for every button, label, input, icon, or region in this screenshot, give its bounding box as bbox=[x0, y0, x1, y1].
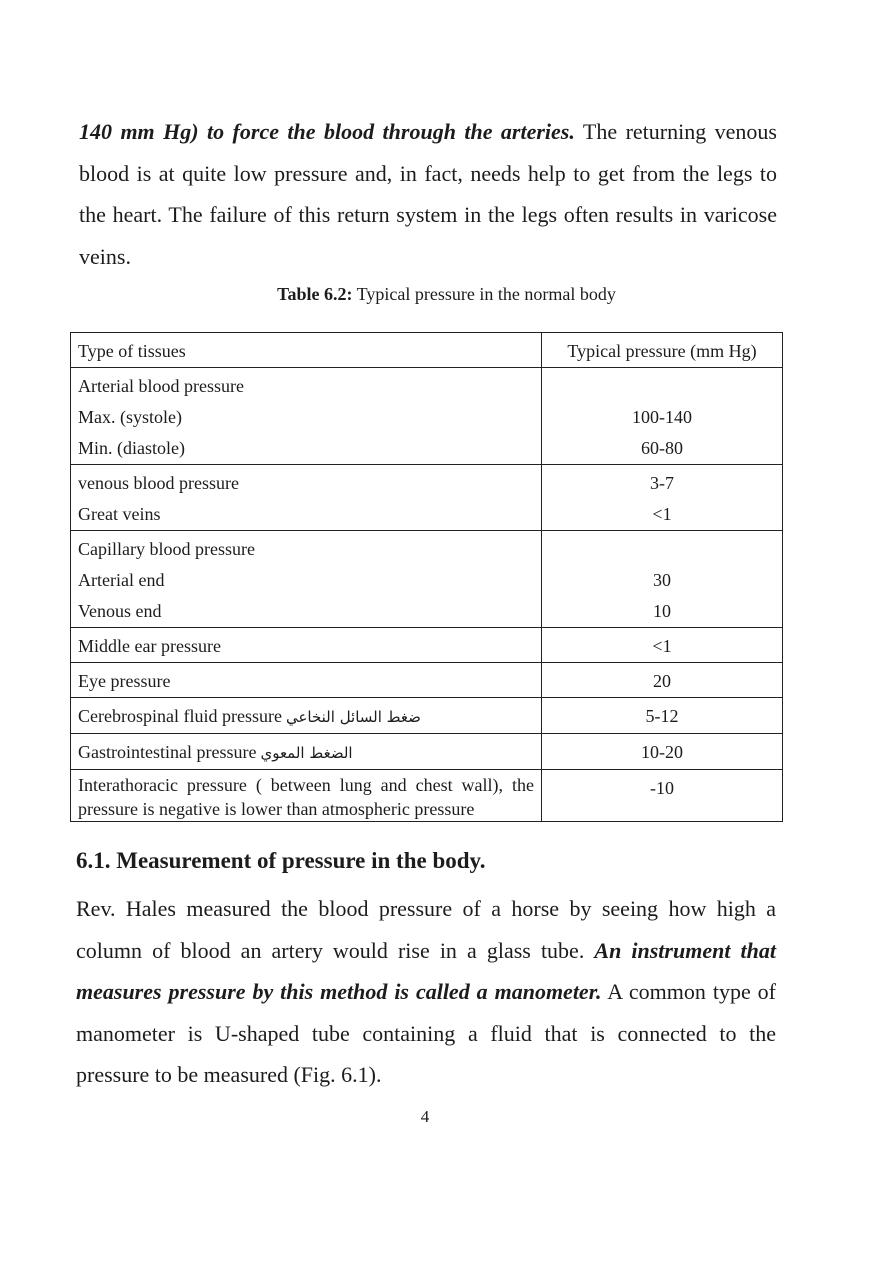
tissue-cell bbox=[71, 698, 542, 734]
section-text-part-2: A common type of manometer is U-shaped tube containing a fluid that is connected to the pressure to be measured (Fig. 6.1). bbox=[76, 979, 776, 1087]
tissue-cell bbox=[71, 368, 542, 465]
pressure-cell bbox=[542, 663, 783, 698]
pressure-cell bbox=[542, 465, 783, 531]
pressure-value: 100-140 bbox=[632, 407, 692, 427]
page-number: 4 bbox=[420, 1107, 430, 1126]
pressure-cell bbox=[542, 531, 783, 628]
pressure-value: 3-7 bbox=[650, 473, 674, 493]
pressure-value: <1 bbox=[652, 504, 672, 524]
pressure-value: 10 bbox=[653, 601, 671, 621]
intro-paragraph bbox=[79, 111, 777, 277]
section-text-part-1: Rev. Hales measured the blood pressure of a horse by seeing how high a column of blood an artery would rise in a glass tube. bbox=[76, 896, 776, 963]
tissue-cell bbox=[71, 465, 542, 531]
table-caption-text: Typical pressure in the normal body bbox=[352, 284, 616, 304]
intro-emphasis: 140 mm Hg) to force the blood through the arteries. bbox=[79, 119, 575, 144]
arabic-translation: ضغط السائل النخاعي bbox=[285, 708, 421, 726]
pressure-cell bbox=[542, 698, 783, 734]
tissue-cell bbox=[71, 734, 542, 770]
tissue-label: Great veins bbox=[78, 504, 161, 524]
tissue-label: Max. (systole) bbox=[78, 407, 182, 427]
tissue-cell bbox=[71, 531, 542, 628]
tissue-label: Venous end bbox=[78, 601, 162, 621]
section-heading: 6.1. Measurement of pressure in the body. bbox=[76, 848, 486, 873]
tissue-label: Middle ear pressure bbox=[78, 636, 221, 656]
table-row bbox=[71, 663, 783, 698]
table-row bbox=[71, 734, 783, 770]
tissue-cell bbox=[71, 663, 542, 698]
tissue-label: Arterial blood pressure bbox=[78, 376, 244, 396]
pressure-cell bbox=[542, 734, 783, 770]
pressure-value: 30 bbox=[653, 570, 671, 590]
pressure-value: 20 bbox=[653, 671, 671, 691]
tissue-label: Gastrointestinal pressure bbox=[78, 742, 257, 762]
pressure-value: -10 bbox=[650, 778, 674, 798]
tissue-label: Arterial end bbox=[78, 570, 165, 590]
table-caption-label: Table 6.2: bbox=[277, 284, 353, 304]
tissue-label-with-arabic bbox=[78, 701, 534, 733]
section-emphasis: An instrument that measures pressure by this method is called a manometer. bbox=[76, 937, 776, 1004]
table-row bbox=[71, 531, 783, 628]
pressure-spacer bbox=[549, 371, 775, 402]
header-type-of-tissues: Type of tissues bbox=[71, 333, 542, 368]
pressure-spacer bbox=[549, 534, 775, 565]
table-header-row bbox=[71, 333, 783, 368]
pressure-cell bbox=[542, 628, 783, 663]
tissue-label: Min. (diastole) bbox=[78, 438, 185, 458]
table-caption bbox=[0, 284, 893, 305]
table-row bbox=[71, 698, 783, 734]
pressure-value: 60-80 bbox=[641, 438, 683, 458]
header-typical-pressure: Typical pressure (mm Hg) bbox=[542, 333, 783, 368]
pressure-cell bbox=[542, 770, 783, 822]
tissue-label-with-arabic bbox=[78, 737, 534, 769]
tissue-cell: Interathoracic pressure ( between lung and chest wall), the pressure is negative is lower than atmospheric pressure bbox=[71, 770, 542, 822]
table-row bbox=[71, 628, 783, 663]
pressure-value: <1 bbox=[652, 636, 672, 656]
tissue-label: Capillary blood pressure bbox=[78, 539, 255, 559]
arabic-translation: الضغط المعوي bbox=[260, 744, 353, 762]
section-paragraph bbox=[76, 888, 776, 1096]
tissue-label: venous blood pressure bbox=[78, 473, 239, 493]
pressure-table bbox=[70, 332, 783, 822]
pressure-cell bbox=[542, 368, 783, 465]
intro-text: The returning venous blood is at quite low pressure and, in fact, needs help to get from the legs to the heart. The failure of this return system in the legs often results in varicose veins. bbox=[79, 119, 777, 269]
pressure-value: 10-20 bbox=[641, 742, 683, 762]
tissue-cell bbox=[71, 628, 542, 663]
table-row bbox=[71, 770, 783, 822]
table-row bbox=[71, 465, 783, 531]
tissue-label: Cerebrospinal fluid pressure bbox=[78, 706, 282, 726]
tissue-label: Eye pressure bbox=[78, 671, 171, 691]
pressure-value: 5-12 bbox=[645, 706, 679, 726]
table-row bbox=[71, 368, 783, 465]
